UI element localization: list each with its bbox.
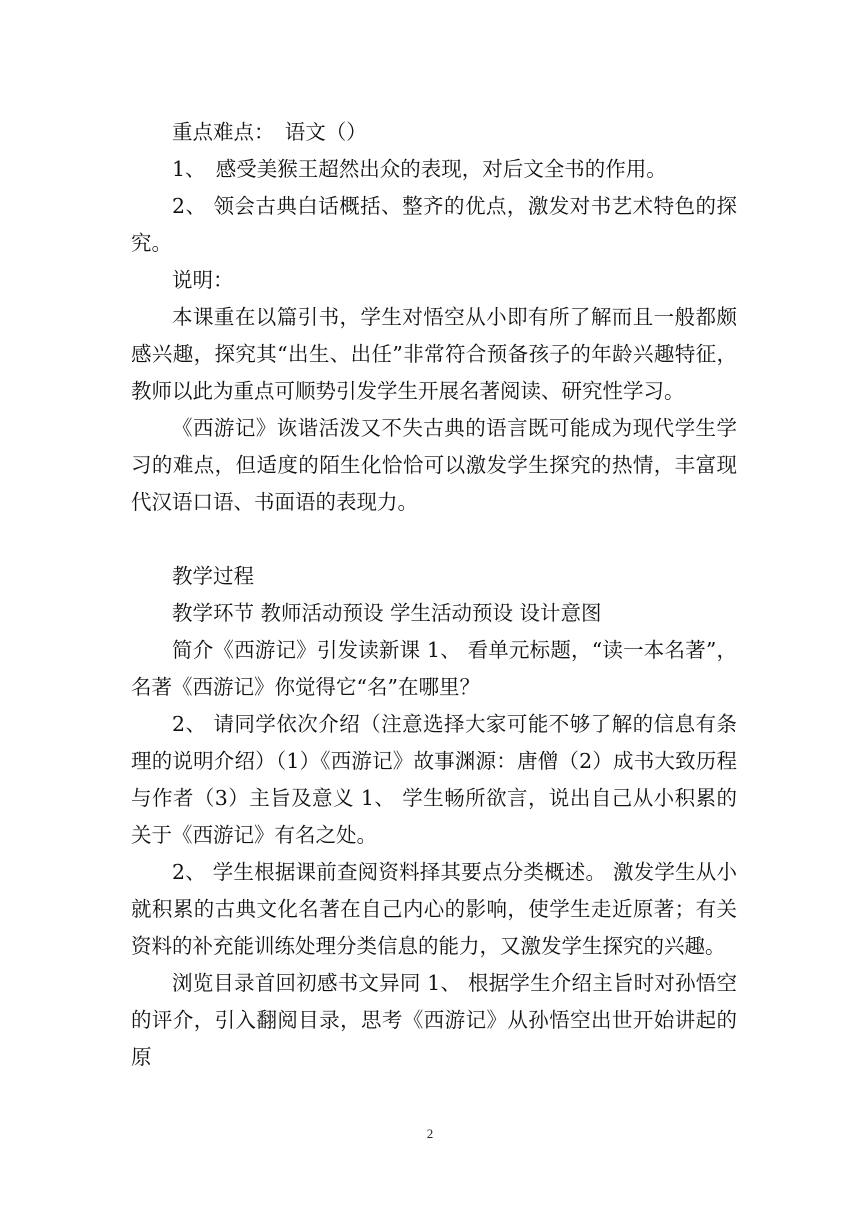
document-body bbox=[131, 114, 737, 1076]
explanation-paragraph-1: 本课重在以篇引书，学生对悟空从小即有所了解而且一般都颇感兴趣，探究其“出生、出任”非常符合预备孩子的年龄兴趣特征，教师以此为重点可顺势引发学生开展名著阅读、研究性学习。 bbox=[131, 305, 737, 403]
teaching-step-3: 2、 学生根据课前查阅资料择其要点分类概述。 激发学生从小就积累的古典文化名著在自己内心的影响，使学生走近原著；有关资料的补充能训练处理分类信息的能力，又激发学生探究的兴趣。 bbox=[131, 860, 737, 958]
teaching-step-4: 浏览目录首回初感书文异同 1、 根据学生介绍主旨时对孙悟空的评介，引入翻阅目录，思考《西游记》从孙悟空出世开始讲起的原 bbox=[131, 971, 737, 1069]
blank-line bbox=[131, 521, 737, 558]
key-difficulty-heading: 重点难点： 语文（） bbox=[172, 120, 367, 144]
teaching-step-2: 2、 请同学依次介绍（注意选择大家可能不够了解的信息有条理的说明介绍）（1）《西游记》故事渊源：唐僧（2）成书大致历程与作者（3）主旨及意义 1、 学生畅所欲言，说出自己从小积累的关于《西游记》有名之处。 bbox=[131, 712, 737, 847]
teaching-columns-line: 教学环节 教师活动预设 学生活动预设 设计意图 bbox=[172, 601, 602, 625]
teaching-step-1: 简介《西游记》引发读新课 1、 看单元标题，“读一本名著”，名著《西游记》你觉得它“名”在哪里？ bbox=[131, 638, 737, 699]
teaching-process-heading: 教学过程 bbox=[172, 564, 254, 588]
page-number: 2 bbox=[426, 1126, 434, 1141]
explanation-paragraph-2: 《西游记》诙谐活泼又不失古典的语言既可能成为现代学生学习的难点，但适度的陌生化恰恰可以激发学生探究的热情，丰富现代汉语口语、书面语的表现力。 bbox=[131, 416, 737, 514]
difficulty-item-2: 2、 领会古典白话概括、整齐的优点，激发对书艺术特色的探究。 bbox=[131, 194, 737, 255]
difficulty-item-1: 1、 感受美猴王超然出众的表现，对后文全书的作用。 bbox=[172, 157, 667, 181]
explanation-heading: 说明： bbox=[172, 268, 234, 292]
